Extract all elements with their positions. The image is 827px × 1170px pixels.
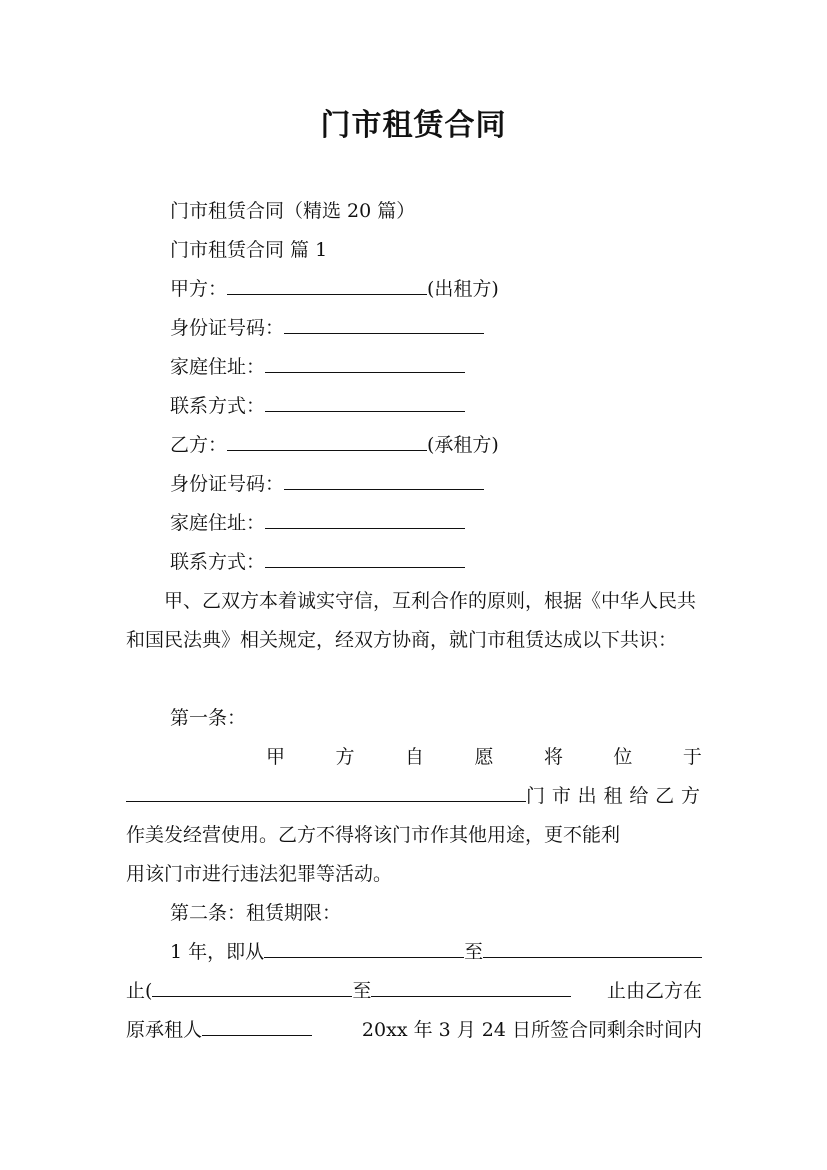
subtitle: 门市租赁合同（精选 20 篇） [170,200,416,222]
original-contract-text: 20xx 年 3 月 24 日所签合同剩余时间内 [361,1019,702,1041]
party-b-contact-line [170,549,465,575]
party-b-contact-blank[interactable] [265,549,465,568]
party-b-blank[interactable] [227,432,427,451]
article-1-line2-tail: 门市出租给乙方 [526,785,702,807]
location-blank[interactable] [126,783,526,802]
article-2-line2 [126,978,702,1004]
period-start-blank[interactable] [152,978,352,997]
party-b-line [170,432,499,458]
original-tenant-blank[interactable] [202,1017,312,1036]
party-a-label: 甲方： [170,278,228,300]
article-2-line3 [126,1017,702,1043]
article-1-word: 位 [613,746,633,768]
original-tenant-label: 原承租人 [126,1019,203,1041]
article-2-line1 [170,939,702,965]
article-1-word: 自 [404,746,424,768]
until-prefix: 止( [126,980,153,1002]
article-1-word: 甲 [266,746,286,768]
party-b-address-line [170,510,465,536]
article-1-location-line [126,783,702,809]
contact-label: 联系方式： [170,551,266,573]
article-2-heading: 第二条：租赁期限： [170,902,342,924]
party-a-contact-blank[interactable] [265,393,465,412]
article-1-word: 将 [543,746,563,768]
party-a-blank[interactable] [227,276,427,295]
party-b-label: 乙方： [170,434,228,456]
party-b-id-blank[interactable] [284,471,484,490]
home-address-label: 家庭住址： [170,512,266,534]
document-title: 门市租赁合同 [320,108,507,143]
party-a-role: (出租方) [427,278,499,300]
party-a-id-blank[interactable] [284,315,484,334]
party-b-address-blank[interactable] [265,510,465,529]
party-a-line [170,276,499,302]
article-1-word: 愿 [474,746,494,768]
party-b-role: (承租方) [427,434,499,456]
until-suffix: 止由乙方在 [606,980,702,1002]
intro-paragraph: 甲、乙双方本着诚实守信，互利合作的原则，根据《中华人民共和国民法典》相关规定，经双方协商，就门市租赁达成以下共识： [126,590,697,651]
article-1-spread-line [126,744,702,770]
to-label: 至 [464,941,484,963]
home-address-label: 家庭住址： [170,356,266,378]
period-end-blank[interactable] [371,978,571,997]
term-prefix: 1 年，即从 [170,941,265,963]
id-number-label: 身份证号码： [170,317,285,339]
contact-label: 联系方式： [170,395,266,417]
party-a-id-line [170,315,484,341]
section-heading: 门市租赁合同 篇 1 [170,239,328,261]
article-1-word: 于 [682,746,702,768]
start-date-blank[interactable] [264,939,464,958]
party-b-id-line [170,471,484,497]
to-label: 至 [352,980,372,1002]
id-number-label: 身份证号码： [170,473,285,495]
party-a-address-line [170,354,465,380]
end-date-blank[interactable] [483,939,702,958]
article-1-heading: 第一条： [170,707,247,729]
article-1-line3: 作美发经营使用。乙方不得将该门市作其他用途，更不能利 [126,824,621,846]
party-a-address-blank[interactable] [265,354,465,373]
article-1-word: 方 [335,746,355,768]
party-a-contact-line [170,393,465,419]
article-1-line4: 用该门市进行违法犯罪等活动。 [126,863,393,885]
